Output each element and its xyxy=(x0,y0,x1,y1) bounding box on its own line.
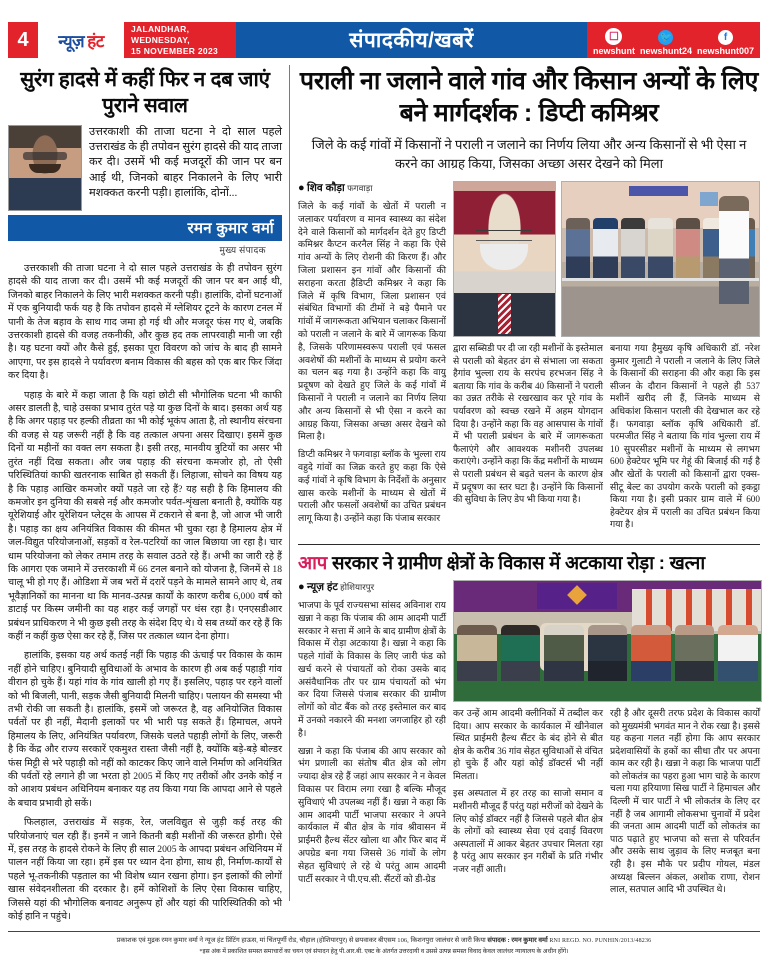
secondary-story-column-1 xyxy=(298,580,446,901)
editor-portrait-photo xyxy=(8,125,82,211)
secondary-story-text-col3 xyxy=(610,707,760,901)
secondary-story-text-col2 xyxy=(453,707,603,901)
secondary-story-text-columns xyxy=(453,707,760,901)
tie-shape xyxy=(498,294,511,334)
lead-story-body-wrap xyxy=(298,181,760,536)
editorial-headline: सुरंग हादसे में कहीं फिर न दब जाएं पुराने सवाल xyxy=(20,68,270,117)
lead-story xyxy=(298,65,760,536)
newspaper-logo[interactable] xyxy=(38,22,124,58)
lead-story-headline: पराली ना जलाने वाले गांव और किसान अन्यों के लिए बने मार्गदर्शक : डिप्टी कमिश्रर xyxy=(299,67,759,127)
lead-story-column-1 xyxy=(298,181,446,536)
edition-date-line1: JALANDHAR, WEDNESDAY, xyxy=(131,23,190,45)
lead-story-text-col1 xyxy=(298,200,446,525)
page-footer xyxy=(8,931,760,956)
paragraph: रही है और दूसरी तरफ प्रदेश के विकास कार्यों को मुख्यमंत्री भगवंत मान ने रोक रखा है। इससे यह कहना गलत नहीं होगा कि आप सरकार प्रदेशवासियों के हकों का सीधा तौर पर अपना काम कर रही है। खन्ना ने कहा कि भाजपा पार्टी को लोकतंत्र का पहरा हुआ भाग चाहे के कारण चला गया हरियाणा सिख पार्टी ने हिमाचल और दिल्ली में चार पार्टी ने भी लोकतंत्र के लिए दर नहीं है जब आगामी लोकसभा चुनावों में प्रदेश की जनता आम आदमी पार्टी को लोकतंत्र का पाठ पढ़ाते हुए भाजपा को सत्ता से परिवर्तन और उसके साथ जुड़ाव के लिए मजबूत बना रही है। इस मौके पर प्रदीप गोयल, मंडल अध्यक्ष बिल्लन अंकल, अशोक राणा, रोशन लाल, सतपाल आदि भी उपस्थित थे। xyxy=(610,707,760,895)
social-links xyxy=(587,22,760,58)
editor-role: मुख्य संपादक xyxy=(219,245,266,255)
byline-place: होशियारपुर xyxy=(340,581,375,592)
editorial-paragraph: पहाड़ के बारे में कहा जाता है कि यहां छोटी सी भौगोलिक घटना भी काफी असर डालती है, चाहे उसका प्रभाव तुरंत पड़े या कुछ दिनों के बाद। इसका अर्थ यह है कि अगर पहाड़ पर हल्की तीव्रता का भी कोई भूकंप आता है, तो स्थानीय संरचना की वजह से यह जरूरी नहीं है कि वह तत्काल अपना असर दिखाए। इसमें कुछ दिनों या महीनों का वक्त लग सकता है। इसी तरह, मानवीय त्रुटियों का असर भी तुरंत नहीं दिख सकता। और जब पहाड़ की संरचना कमजोर हो, तो ऐसी परिस्थितियां काफी खतरनाक साबित हो सकती हैं। लिहाजा, सोचने का विषय यह है कि पहाड़ आखिर कमजोर क्यों पड़ते जा रहे हैं? यह सही है कि हिमालय की कमजोर इन दुनिया की सबसे नई और कमजोर पर्वत-शृंखला बनाती है, क्योंकि यह यूरेशियाई और यूरेशियन प्लेट्स के आपस में टकराने से बना है, जो आज भी जारी है। पहाड़ का क्षय अनियंत्रित विकास की कीमत भी चुका रहा है हिमालय क्षेत्र में जल-विद्युत परियोजनाओं, सड़कों व रेल-पटरियों का जाल बिछाया जा रहा है। चार धाम परियोजना को लेकर तमाम तरह के सवाल उठते रहे हैं। अभी का जारी रहे हैं कि आगरा एक जमाने में उत्तरकाशी में 66 टनल बनाने को योजना है, जिनमें से 18 चालू भी हो गए हैं। ओडिशा में जब भरों में दरारें पड़ने के मामले सामने आए थे, तब भूवैज्ञानिकों का मानना था कि मानव-उत्पन्न कार्यों के कारण करीब 6,000 वर्ष को डाटाई पर किस्म जमीनी का यह शहर कई जगहों पर धंस रहा है। एनएसडीआर प्रबंधन प्राधिकरण ने भी कुछ इसी तरह के संदेश दिए थे। ये सब तथ्यों कर रहे हैं कि कहीं न कहीं कुछ ऐसा कर रहे हैं, जिस पर तत्काल ध्यान देना होगा। xyxy=(8,389,282,642)
masthead xyxy=(8,22,760,58)
headline-rest: सरकार ने ग्रामीण क्षेत्रों के विकास में अटकाया रोड़ा : खत्ना xyxy=(331,551,705,573)
standing-speaker-shape xyxy=(719,196,749,304)
lead-story-text-col2 xyxy=(453,342,603,536)
paragraph: जिले के कई गांवों के खेतों में पराली न जलाकर पर्यावरण व मानव स्वास्थ्य का संदेश देने वाले किसानों को मार्गदर्शन देते हुए डिप्टी कमिश्नर कैप्टन करनैल सिंह ने कहा कि ऐसे गांव अन्यों के लिए रोशनी की किरण हैं। और जिला प्रशासन इन गांवों और किसानों की सराहना करता हैडिप्टी कमिश्नर ने कहा कि जिले में कृषि विभाग, जिला प्रशासन एवं संबंधित विभागों की टीमों ने बड़े पैमाने पर गांवों में जागरूकता अभियान चलाकर किसानों को पराली न जलाने के बारे में जागरूक किया है, जिसके परिणामस्वरूप पराली एवं फसल अवशेषों की मशीनों के माध्यम से प्रयोग करने का चलन बढ़ गया है। उन्होंने कहा कि वायु प्रदूषण को देखते हुए जिले के कई गांवों में किसानों ने पराली न जलाने का निर्णय लिया और अन्य किसानों से भी ऐसा न करने का आग्रह किया, जिसका अच्छा असर देखने को मिला है। xyxy=(298,201,446,442)
footer-editor-credit: संपादक : रमन कुमार वर्मा xyxy=(487,937,548,945)
lead-story-subheadline: जिले के कई गांवों में किसानों ने पराली न जलाने का निर्णय लिया और अन्य किसानों से भी ऐसा न करने का आग्रह किया, जिसका अच्छा असर देखने को मिला xyxy=(311,137,747,171)
footer-imprint-line xyxy=(8,936,760,946)
secondary-story xyxy=(298,544,760,901)
farmers-meeting-group-photo xyxy=(561,181,760,337)
facebook-icon: f xyxy=(718,30,733,45)
paragraph: डिप्टी कमिश्नर ने फगवाड़ा ब्लॉक के भुल्ला राय वहुदे गांवों का जिक्र करते हुए कहा कि ऐसे कई गांवों ने कृषि विभाग के निर्देशों के अनुसार खास करके मशीनों के माध्यम से खेतों में पराली और फसलों अवशेषों का उचित प्रबंधन लागू किया है। उन्होंने कहा कि पंजाब सरकार xyxy=(298,449,446,524)
paragraph: कर उन्हें आम आदमी क्लीनिकों में तब्दील कर दिया। आप सरकार के कार्यकाल में खीनेवाल स्थित प्राईमरी हैल्थ सैंटर के बंद होने से बीत क्षेत्र के करीब 36 गांव सेहत सुविधाओं से वंचित हो चुके हैं और यहां कोई डॉक्टर्स भी नहीं मिलता। xyxy=(453,707,603,781)
edition-date-line2: 15 NOVEMBER 2023 xyxy=(131,45,219,56)
secondary-story-right xyxy=(453,580,760,901)
beard-shape xyxy=(480,244,528,270)
paragraph: खन्ना ने कहा कि पंजाब की आप सरकार को भंग प्रणाली का संतोष बीत क्षेत्र को लोग ज्यादा क्षेत्र रहे हैं जहां आप सरकार ने न केवल विकास पर विराम लगा रखा है बल्कि मौजूद सुविधाएं भी उपलब्ध नहीं हैं। खन्ना ने कहा कि आम आदमी पार्टी भाजपा सरकार ने अपने कार्यकाल में बीत क्षेत्र के गांव श्रीवासन में प्राईमरी हैल्थ सेंटर खोला था और फिर बाद में अपग्रेड बना गया जिससे 36 गांवों के लोग सेहत सुविधाएं ले रहे थे परंतु आम आदमी पार्टी सरकार ने पी.एच.सी. सैंटरों को डी-ग्रेड xyxy=(298,745,446,884)
social-link-twitter[interactable] xyxy=(640,30,692,56)
paragraph: बनाया गया हैमुख्य कृषि अधिकारी डॉ. नरेश कुमार गुलाटी ने पराली न जलाने के लिए जिले के किसानों की सराहना की और कहा कि इस सीजन के दौरान किसानों ने पहले ही 537 मशीनें खरीद ली हैं, जिनके माध्यम से अधिकांश किसान पराली की देखभाल कर रहे हैं। फगवाड़ा ब्लॉक कृषि अधिकारी डॉ. परमजीत सिंह ने बताया कि गांव भुल्ला राय में 10 सुपरसीडर मशीनों के माध्यम से लगभग 600 हेक्टेयर भूमि पर गेहूं की बिजाई की गई है और खेतों के पराली को किसानों द्वारा एक्स-सीटू बेल्ट का उपयोग करके पराली को इकट्ठा किया गया है। इसी प्रकार ग्राम वाले में 600 हेक्टेयर क्षेत्र में पराली का उचित प्रबंधन किया गया है। xyxy=(610,343,760,530)
paragraph: द्वारा सब्सिडी पर दी जा रही मशीनों के इस्तेमाल से पराली को बेहतर ढंग से संभाला जा सकता हैगांव भुल्ला राय के सरपंच हरभजन सिंह ने बताया कि गांव के करीब 40 किसानों ने पराली का उन्नत तरीके से रखरखाव कर पूरे गांव के पर्यावरण को स्वच्छ रखने में अहम योगदान दिया है। उन्होंने कहा कि वह आसपास के गांवों में भी पराली प्रबंधन के बारे में जागरूकता फैलाएंगे और आवश्यक मशीनरी उपलब्ध कराएंगे। उन्होंने कहा कि केंद्र मशीनों के माध्यम से पराली प्रबंधन से बढ़ते चलन के कारण क्षेत्र में प्रदूषण का स्तर घटा है। उन्होंने कि किसानों की सुविधा के लिए डेप भी किया गया है। xyxy=(453,343,604,505)
newspaper-page xyxy=(0,22,768,962)
logo-text-part1: न्यूज़ xyxy=(58,31,85,51)
lead-story-right xyxy=(453,181,760,536)
secondary-story-headline xyxy=(298,551,760,575)
facebook-handle: newshunt007 xyxy=(696,46,754,56)
glasses-shape xyxy=(476,230,532,241)
editorial-paragraph: हालांकि, इसका यह अर्थ कतई नहीं कि पहाड़ की ऊंचाई पर विकास के काम नहीं होने चाहिए। बुनियादी सुविधाओं के अभाव के कारण ही अब कई पहाड़ी गांव वीरान हो चुके हैं। यहां गांव के गांव खाली हो गए हैं। इसलिए, पहाड़ पर रहने वालों को भी बिजली, पानी, सड़क जैसी बुनियादी मिलनी चाहिए। पलायन की समस्या भी तभी रोकी जा सकती है। हालांकि, इसमें जो जरूरत है, वह अनियोजित विकास पर्वतों पर ही नहीं, मैदानी इलाकों पर भी भारी पड़ सकते हैं। हिमाचल, अपने हिमालय के लिए, अनियंत्रित पर्यावरण, जिसके चलते पहाड़ी लोगों के लिए, जरूरी है कि केंद्र और राज्य सरकारें एकमुश्त रास्ता जैसी नहीं है, क्योंकि बड़े-बड़े बोल्डर फंस मिट्टी से भरे पहाड़ी को नहीं को काटकर किए जाने वाले निर्माण को अनियंत्रित की पर्वतों रहे लगाने ही जा भरता हो 2005 में किए गए तरीकों और उनके कोई न को आशय प्रबंधन अधिनियम बनाकर यह तय किया गया कि आपदा आने से पहले के बचाव प्रभावी हो सकें। xyxy=(8,650,282,809)
page-number: 4 xyxy=(8,22,38,58)
twitter-icon: 🐦 xyxy=(659,32,673,43)
bullet-icon: ● xyxy=(298,580,305,593)
paragraph: इस अस्पताल में हर तरह का साजो समान व मशीनरी मौजूद हैं परंतु यहां मरीजों को देखने के लिए कोई डॉक्टर नहीं है जिससे पहले बीत क्षेत्र के लोगों को स्वास्थ्य सेवा एवं दवाई विवरण अस्पतालों में आकर बेहतर उपचार मिलता रहा है परंतु आप सरकार इन गरीबों के प्रति गंभीर नजर नहीं आती। xyxy=(453,788,603,875)
political-meeting-photo xyxy=(453,580,762,702)
wall-notice-shape xyxy=(700,192,718,206)
event-banner-shape xyxy=(537,583,617,609)
deputy-commissioner-portrait-photo xyxy=(453,181,556,337)
lead-story-text-col3 xyxy=(610,342,760,536)
secondary-story-text-col1 xyxy=(298,599,446,886)
byline-author: शिव कौड़ा xyxy=(307,182,345,194)
secondary-story-body-wrap xyxy=(298,580,760,901)
banner-emblem-icon xyxy=(567,585,587,605)
bullet-icon: ● xyxy=(298,182,305,194)
editorial-column xyxy=(8,65,290,923)
bench-rail-shape xyxy=(562,278,759,281)
editorial-paragraph: फिलहाल, उत्तराखंड में सड़क, रेल, जलविद्युत से जुड़ी कई तरह की परियोजनाएं चल रही हैं। इनमें न जाने कितनी बड़ी मशीनों की जरूरत होगी। ऐसे में, इस तरह के हादसे रोकने के लिए ही साल 2005 के आपदा प्रबंधन अधिनियम में पालन नहीं किया जा रहा। हमें इस पर ध्यान देना होगा, साथ ही, निर्माण-कार्यों से पहले भू-तकनीकी पड़ताल का भी विशेष ध्यान रखना होगा। इन इलाकों की लोगों खास संवेदनशीलता की दरकार है। हमें कोशिशों के लिए ऐसा विकास चाहिए, जिससे यहां की भौगोलिक बनावट अनुरूप हों और यहां की पारिस्थितिकी को भी कोई हानि न पहुंचे। xyxy=(8,817,282,923)
lead-story-text-columns xyxy=(453,342,760,536)
footer-rni-registration: RNI REGD. NO. PUNHIN/2013/48236 xyxy=(549,938,652,945)
seated-attendees-shapes xyxy=(457,615,758,681)
byline-place: फगवाड़ा xyxy=(347,183,373,193)
edition-date xyxy=(124,22,236,58)
social-link-instagram[interactable] xyxy=(593,28,635,56)
editorial-paragraph: उत्तरकाशी की ताजा घटना ने दो साल पहले उत्तराखंड के ही तपोवन सुरंग हादसे की याद ताजा कर दी। उसमें भी कई मजदूरों की जान पर बन आई थी, जिनको बाहर निकालने के लिए भारी मशक्कत करनी पड़ी। हालांकि, दोनों घटनाओं में एक बुनियादी फर्क यह है कि तपोवन हादसे में ग्लेशियर टूटने के कारण टनल में पानी के तेज बहाव के साथ गाद जमा हो गई थी और मजदूर फंस गए थे, जबकि उत्तरकाशी हादसे की वजह तकनीकी, और कुछ हद तक लापरवाही मानी जा रही है। यह घटना क्यों और कैसे हुई, इसका पूरा विवरण को जांच के बाद ही सामने आएगा, पर इस हादसे ने पर्यावरण बनाम विकास की बहस को एक बार फिर जिंदा कर दिया है। xyxy=(8,263,282,382)
twitter-handle: newshunt24 xyxy=(639,46,692,56)
social-link-facebook[interactable] xyxy=(697,30,754,56)
instagram-handle: newshunt xyxy=(592,46,635,56)
page-content xyxy=(8,65,760,923)
headline-highlight: आप xyxy=(298,551,328,573)
wall-poster-shape xyxy=(629,186,688,196)
logo-text-part2: हंट xyxy=(87,31,104,51)
byline-author: न्यूज़ हंट xyxy=(307,580,338,593)
editorial-intro xyxy=(8,125,282,211)
footer-publisher-text: प्रकाशक एवं मुद्रक रमन कुमार वर्मा ने न्यूज हंट प्रिंटिंग हाऊस, मां चिंतपूर्णी रोड, चौहाल (होशियारपुर) से छपवाकर बीएसम 106, किशनपुरा जालंधर से जारी किया xyxy=(116,937,486,945)
news-column xyxy=(290,65,760,901)
secondary-story-byline xyxy=(298,580,446,594)
editorial-body xyxy=(8,262,282,924)
lead-story-byline xyxy=(298,181,446,195)
editor-name: रमन कुमार वर्मा xyxy=(8,215,282,241)
lead-story-photos xyxy=(453,181,760,337)
paragraph: भाजपा के पूर्व राज्यसभा सांसद अविनाश राय खन्ना ने कहा कि पंजाब की आम आदमी पार्टी सरकार ने सत्ता में आने के बाद ग्रामीण क्षेत्रों के विकास में रोड़ा अटकाया है। खन्ना ने कहा कि पहले गांवों के विकास के लिए जारी फंड को खर्च करने से पंचायतों को रोका उसके बाद असंवैधानिक तौर पर ग्राम पंचायतों को भंग कर दिया जिससे पंजाब सरकार की ग्रामीण लोगों को वोट बैंक को तरह इस्तेमाल कर बाद में उनको नकारने की मनशा जगजाहिर हो रही है। xyxy=(298,599,446,738)
section-title: संपादकीय/खबरें xyxy=(236,22,587,58)
footer-jurisdiction-note: *इस अंक में प्रकाशित समस्त समाचारों का चयन एवं संपादन हेतु पी.आर.बी. एक्ट के अंतर्गत उत्तरदायी व उससे उत्पन्न समस्त विवाद केवल जालंधर न्यायालय के अधीन होंगे। xyxy=(199,947,569,955)
instagram-icon: ☐ xyxy=(605,28,622,45)
editorial-lead-text: उत्तरकाशी की ताजा घटना ने दो साल पहले उत्तराखंड के ही तपोवन सुरंग हादसे की याद ताजा कर दी। उसमें भी कई मजदूरों की जान पर बन आई थी, जिनको बाहर निकालने के लिए भारी मशक्कत करनी पड़ी। हालांकि, दोनों... xyxy=(89,126,282,199)
